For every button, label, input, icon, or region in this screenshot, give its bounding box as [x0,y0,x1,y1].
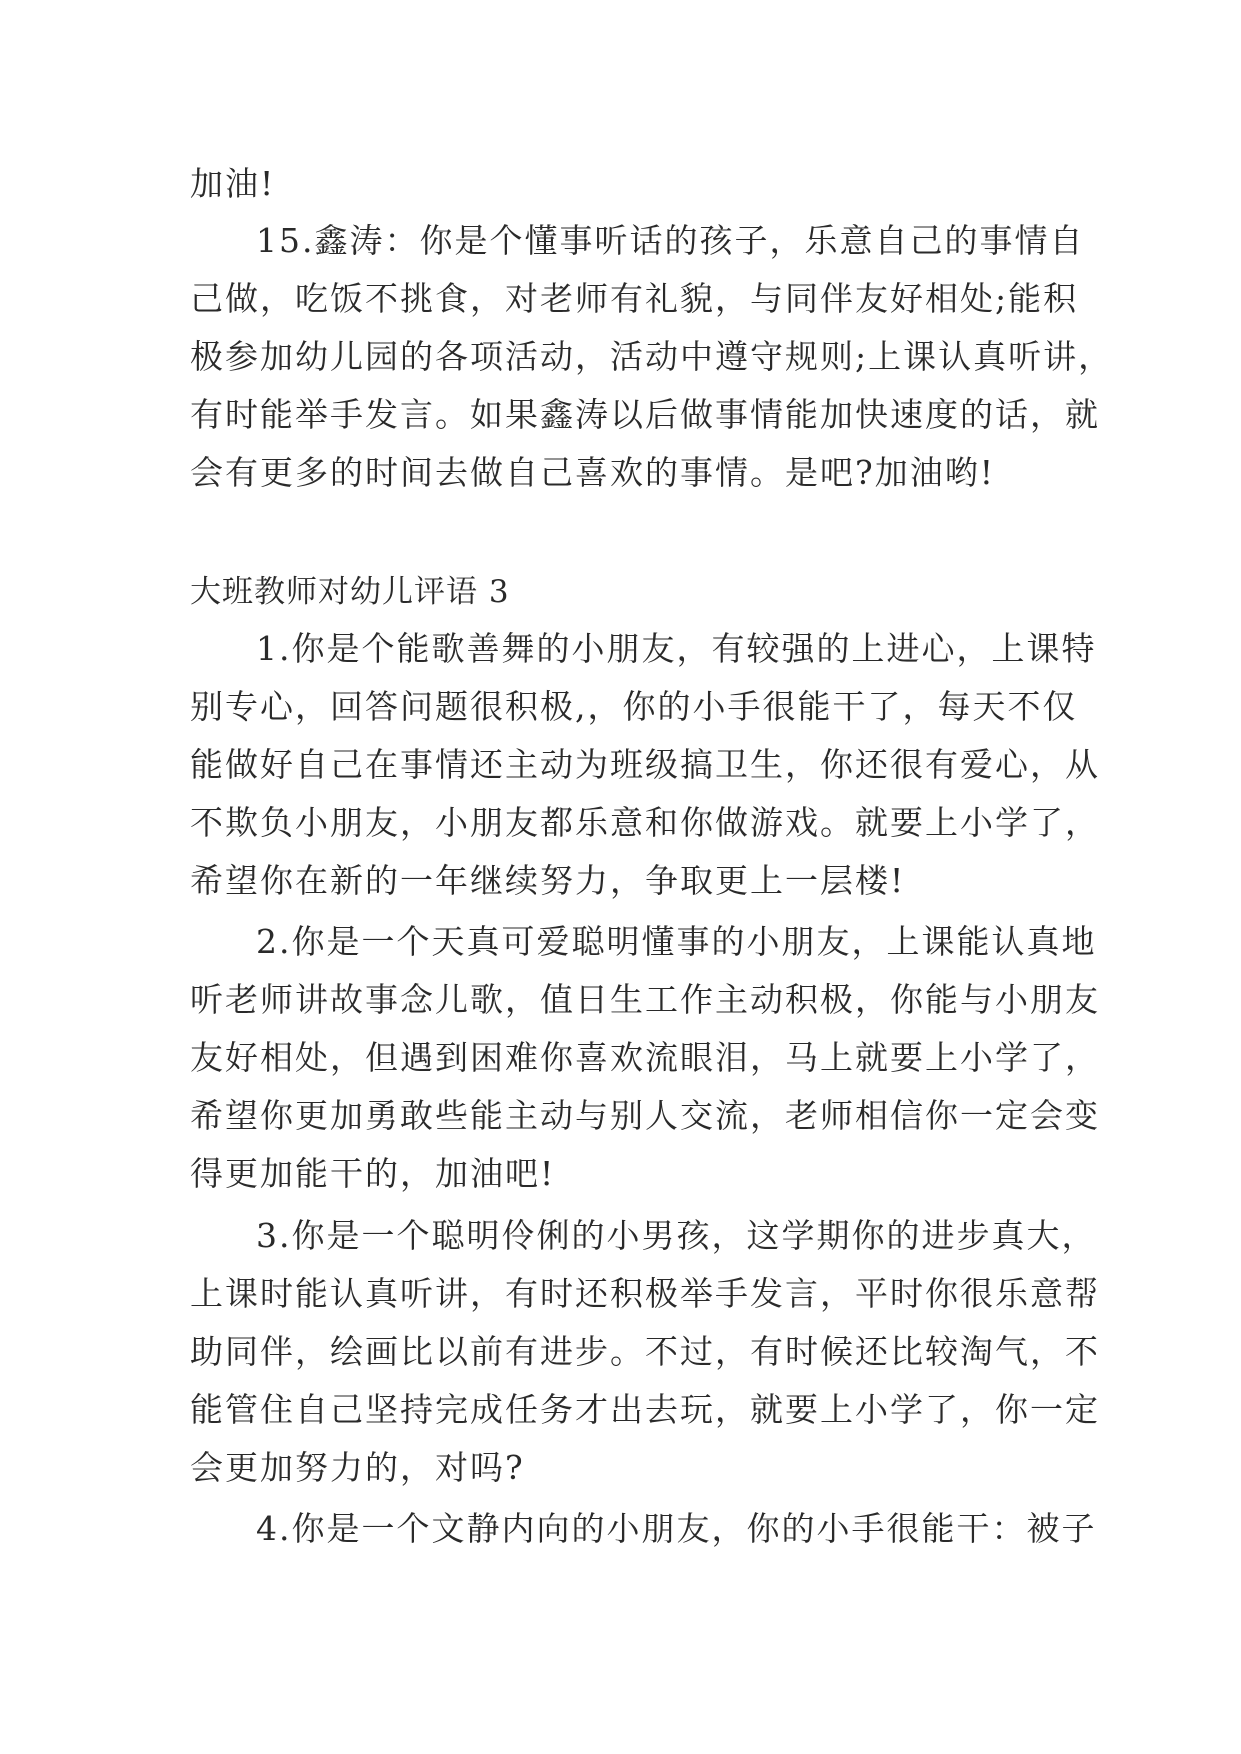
paragraph-item-4 [190,1500,1097,1558]
text-line: 会有更多的时间去做自己喜欢的事情。是吧?加油哟! [190,453,995,492]
text-line: 听老师讲故事念儿歌，值日生工作主动积极，你能与小朋友 [190,980,1100,1019]
text-line: 上课时能认真听讲，有时还积极举手发言，平时你很乐意帮 [190,1274,1100,1313]
text-line: 能管住自己坚持完成任务才出去玩，就要上小学了，你一定 [190,1390,1100,1429]
text-line: 1.你是个能歌善舞的小朋友，有较强的上进心，上课特 [256,629,1097,668]
text-line: 能做好自己在事情还主动为班级搞卫生，你还很有爱心，从 [190,745,1100,784]
paragraph-continuation [190,155,1065,213]
text-line: 3.你是一个聪明伶俐的小男孩，这学期你的进步真大， [256,1216,1097,1255]
text-line: 己做，吃饭不挑食，对老师有礼貌，与同伴友好相处;能积 [190,279,1079,318]
text-line: 希望你在新的一年继续努力，争取更上一层楼! [190,861,906,900]
text-line: 别专心，回答问题很积极,，你的小手很能干了，每天不仅 [190,687,1078,726]
text-line: 极参加幼儿园的各项活动，活动中遵守规则;上课认真听讲， [190,337,1114,376]
text-line: 希望你更加勇敢些能主动与别人交流，老师相信你一定会变 [190,1096,1100,1135]
paragraph-item-3 [190,1207,1100,1497]
text-line: 4.你是一个文静内向的小朋友，你的小手很能干：被子 [256,1509,1097,1548]
text-line: 友好相处，但遇到困难你喜欢流眼泪，马上就要上小学了， [190,1038,1100,1077]
text-line: 会更加努力的，对吗? [190,1448,525,1487]
paragraph-item-15 [190,212,1114,502]
text-line: 不欺负小朋友，小朋友都乐意和你做游戏。就要上小学了， [190,803,1100,842]
text-line: 2.你是一个天真可爱聪明懂事的小朋友，上课能认真地 [256,922,1097,961]
section-heading [190,563,1065,621]
text-line: 有时能举手发言。如果鑫涛以后做事情能加快速度的话，就 [190,395,1100,434]
heading-text: 大班教师对幼儿评语 3 [190,574,510,610]
text-line: 15.鑫涛：你是个懂事听话的孩子，乐意自己的事情自 [256,221,1085,260]
text-line: 得更加能干的，加油吧! [190,1154,556,1193]
text-line: 加油! [190,164,276,203]
paragraph-item-2 [190,913,1100,1203]
text-line: 助同伴，绘画比以前有进步。不过，有时候还比较淘气，不 [190,1332,1100,1371]
paragraph-item-1 [190,620,1100,910]
